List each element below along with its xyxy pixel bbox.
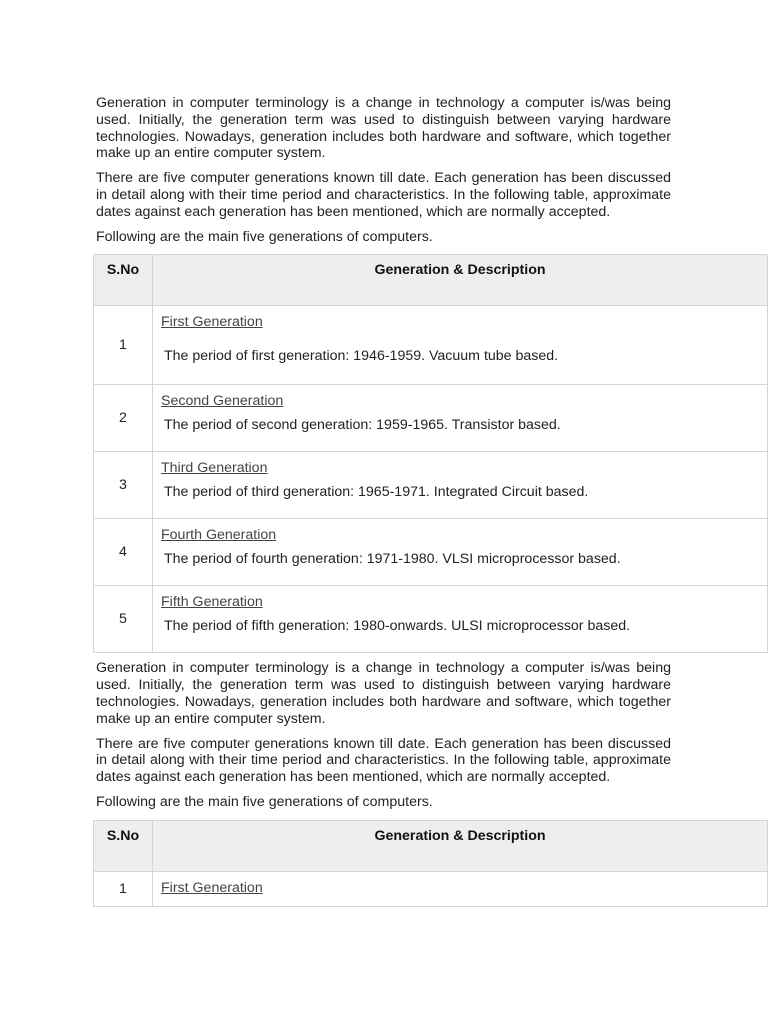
generation-link-first[interactable]: First Generation	[161, 879, 263, 896]
table-row	[94, 586, 768, 653]
row-description-cell	[153, 519, 768, 586]
row-number: 1	[94, 871, 153, 906]
generation-description: The period of fourth generation: 1971-1980. VLSI microprocessor based.	[164, 551, 621, 568]
generations-overview-paragraph: There are five computer generations known till date. Each generation has been discussed in detail along with their time period and characteristics. In the following table, approximate dates against each generation has been mentioned, which are normally accepted.	[96, 170, 671, 220]
generation-link-first[interactable]: First Generation	[161, 314, 263, 331]
column-header-description: Generation & Description	[153, 820, 768, 871]
generation-link-fifth[interactable]: Fifth Generation	[161, 594, 263, 611]
table-row	[94, 519, 768, 586]
row-number: 2	[94, 385, 153, 452]
row-number: 5	[94, 586, 153, 653]
row-description-cell	[153, 306, 768, 385]
table-header-row	[94, 820, 768, 871]
row-number: 4	[94, 519, 153, 586]
generation-description: The period of second generation: 1959-1965. Transistor based.	[164, 417, 561, 434]
table-row	[94, 452, 768, 519]
generation-description: The period of first generation: 1946-1959. Vacuum tube based.	[164, 348, 559, 365]
generation-description: The period of fifth generation: 1980-onwards. ULSI microprocessor based.	[164, 618, 631, 635]
table-row	[94, 385, 768, 452]
column-header-sno: S.No	[94, 820, 153, 871]
intro-paragraph: Generation in computer terminology is a change in technology a computer is/was being used. Initially, the generation term was used to distinguish between varying hardware technologies. Nowadays, generation includes both hardware and software, which together make up an entire computer system.	[96, 95, 671, 162]
generation-link-second[interactable]: Second Generation	[161, 393, 284, 410]
generation-description: The period of third generation: 1965-1971. Integrated Circuit based.	[164, 484, 589, 501]
table-intro-text: Following are the main five generations of computers.	[96, 228, 433, 245]
table-header-row	[94, 255, 768, 306]
generation-link-fourth[interactable]: Fourth Generation	[161, 527, 277, 544]
column-header-description: Generation & Description	[153, 255, 768, 306]
table-intro-text: Following are the main five generations of computers.	[96, 793, 433, 810]
document-page	[96, 95, 768, 907]
table-row	[94, 871, 768, 906]
row-number: 3	[94, 452, 153, 519]
generation-link-third[interactable]: Third Generation	[161, 460, 268, 477]
row-description-cell	[153, 385, 768, 452]
generations-table	[93, 820, 768, 907]
intro-paragraph: Generation in computer terminology is a change in technology a computer is/was being used. Initially, the generation term was used to distinguish between varying hardware technologies. Nowadays, generation includes both hardware and software, which together make up an entire computer system.	[96, 660, 671, 727]
generations-table	[93, 254, 768, 653]
table-row	[94, 306, 768, 385]
generations-overview-paragraph: There are five computer generations known till date. Each generation has been discussed in detail along with their time period and characteristics. In the following table, approximate dates against each generation has been mentioned, which are normally accepted.	[96, 735, 671, 786]
row-description-cell	[153, 871, 768, 906]
row-description-cell	[153, 586, 768, 653]
repeated-section	[96, 660, 768, 906]
row-description-cell	[153, 452, 768, 519]
column-header-sno: S.No	[94, 255, 153, 306]
row-number: 1	[94, 306, 153, 385]
